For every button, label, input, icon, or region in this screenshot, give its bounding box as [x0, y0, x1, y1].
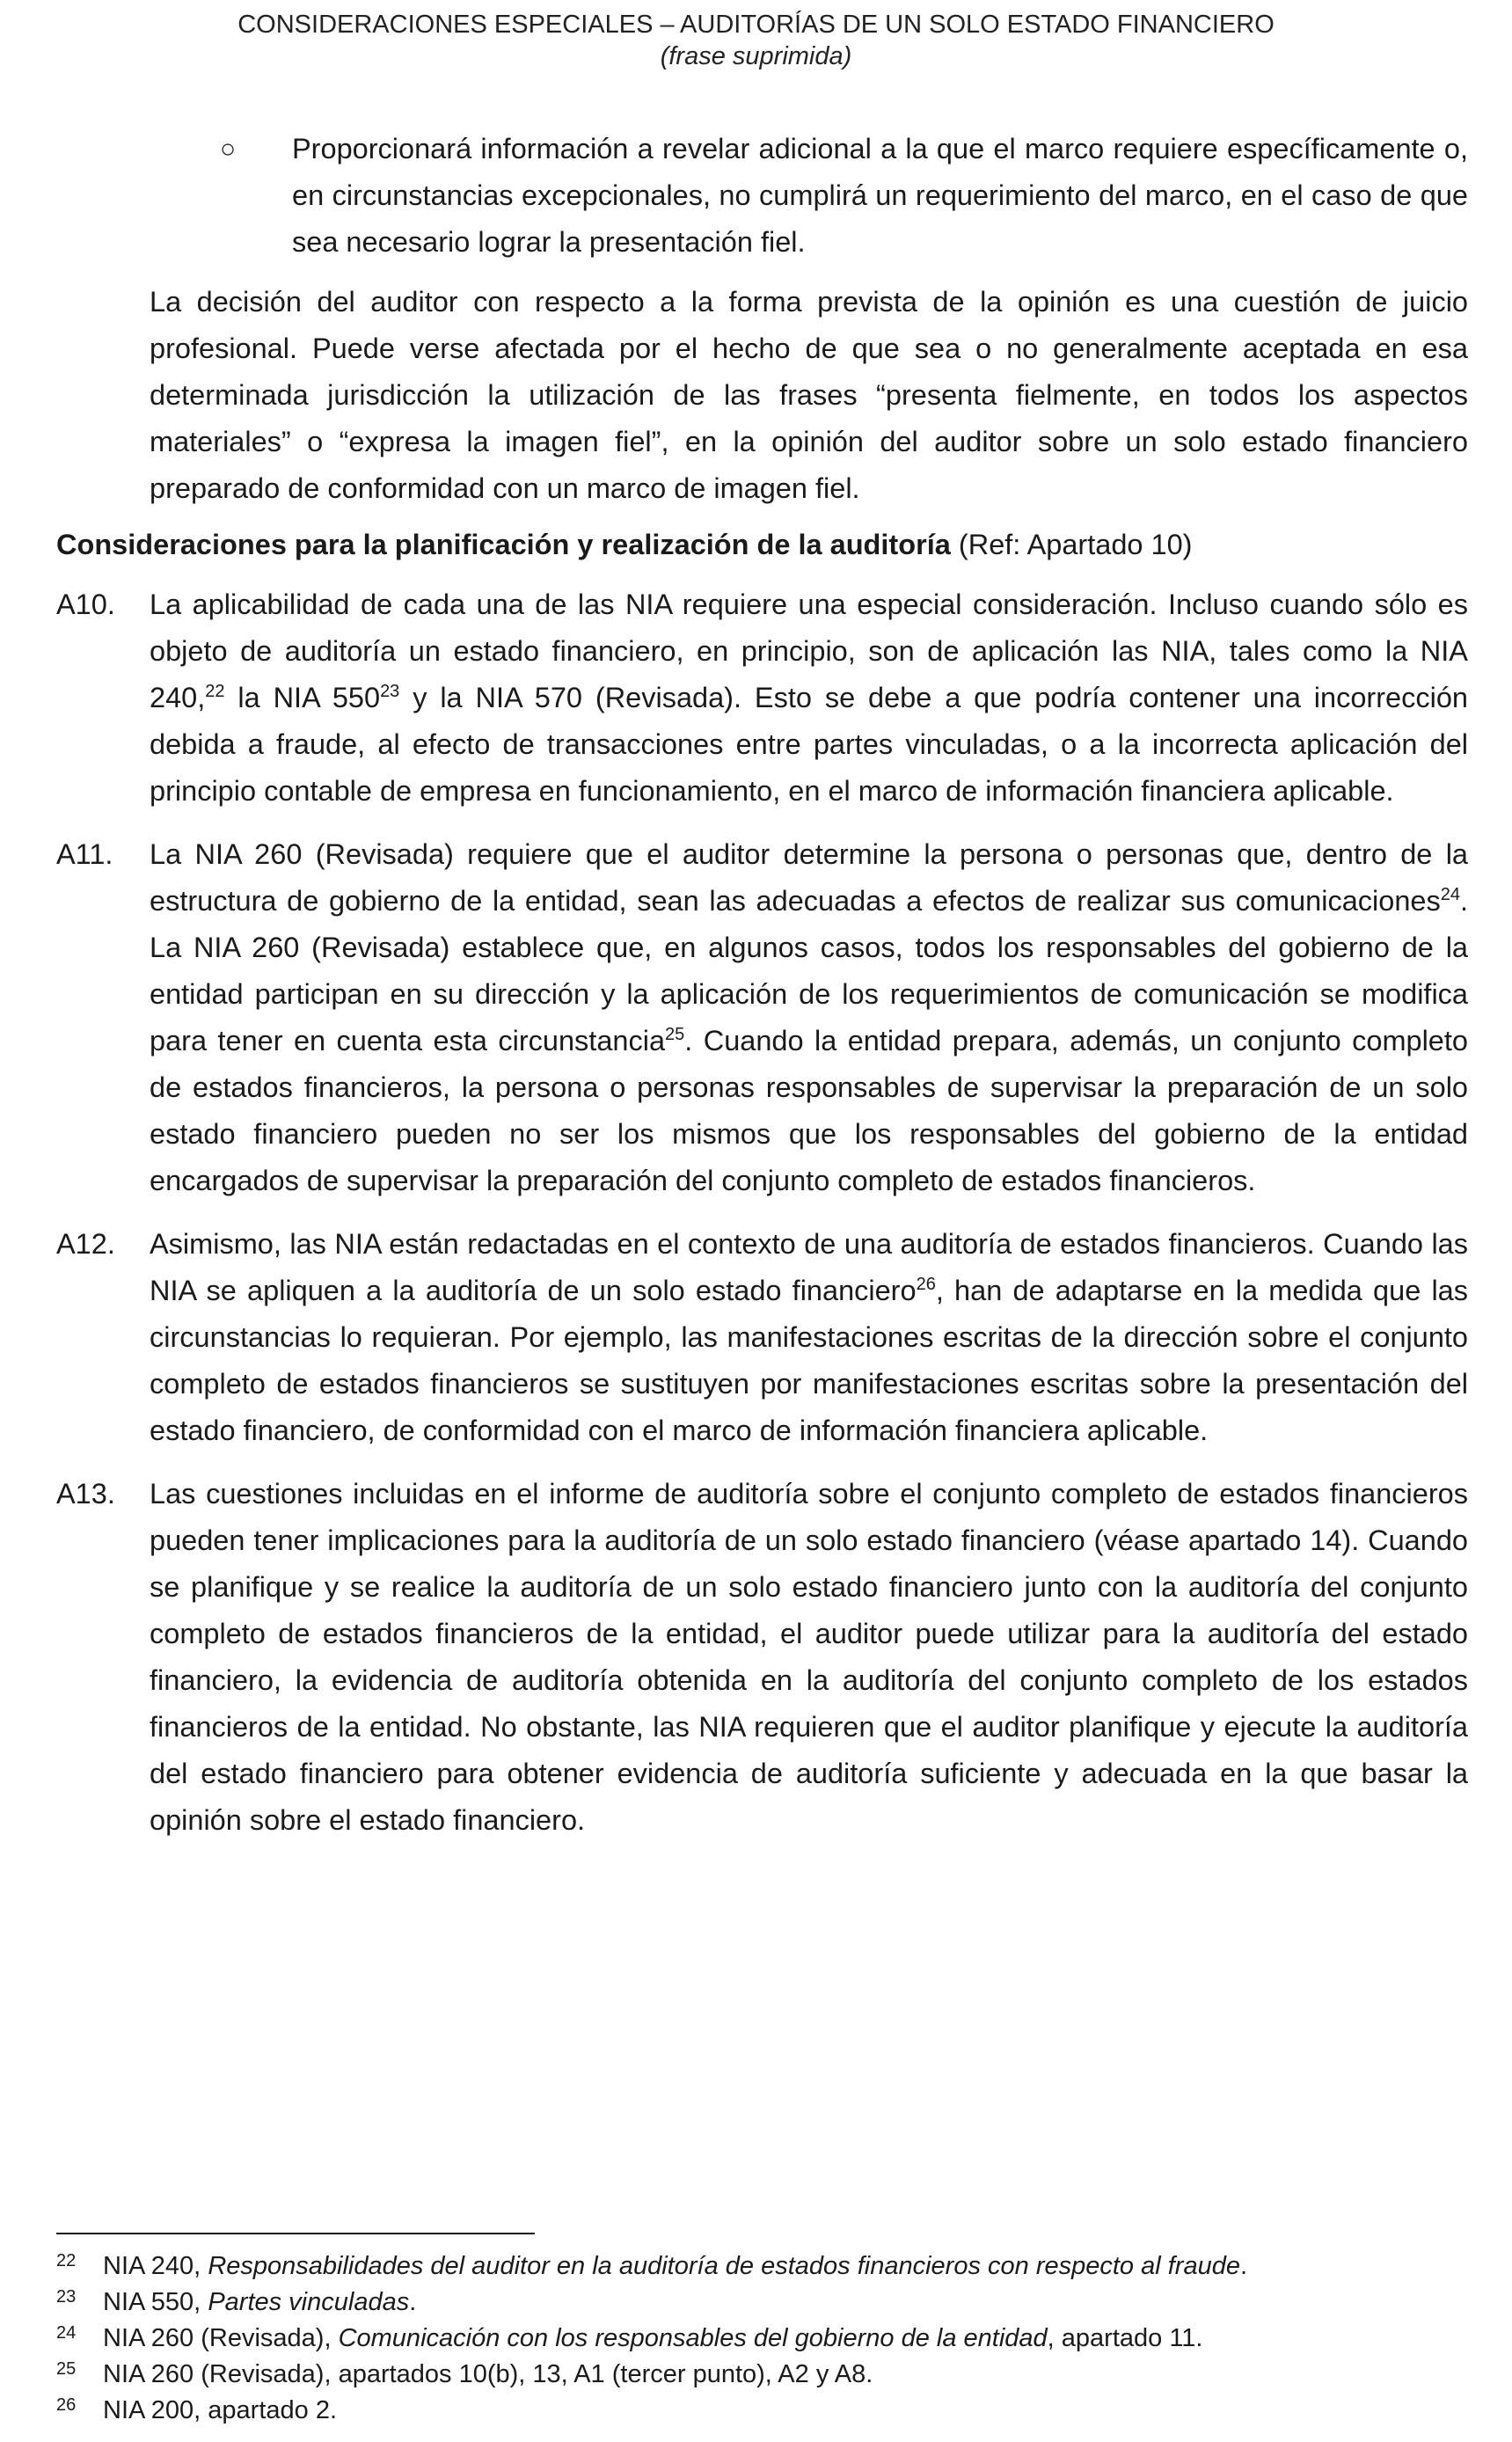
- footnote-title: Comunicación con los responsables del gobierno de la entidad: [338, 2324, 1048, 2352]
- footnote-title: Partes vinculadas: [208, 2288, 410, 2316]
- paragraph-text: Asimismo, las NIA están redactadas en el contexto de una auditoría de estados financieros. Cuando las NIA se apliquen a la auditoría de un solo estado financiero: [150, 1228, 1468, 1306]
- footnote-ref-22[interactable]: 22: [205, 682, 225, 702]
- paragraph-a13: [56, 1471, 1468, 1844]
- footnote-number: 24: [56, 2323, 77, 2343]
- footnote-text: NIA 260 (Revisada), apartados 10(b), 13, A1 (tercer punto), A2 y A8.: [103, 2360, 873, 2388]
- section-heading-ref: (Ref: Apartado 10): [950, 529, 1193, 560]
- footnote-ref-25[interactable]: 25: [665, 1025, 685, 1045]
- paragraph-text: . Cuando la entidad prepara, además, un conjunto completo de estados financieros, la persona o personas responsables de supervisar la preparación de un solo estado financiero pueden no ser los mismos que los responsables del gobierno de la entidad encargados de supervisar la preparación del conjunto completo de estados financieros.: [150, 1025, 1468, 1196]
- footnote-ref-26[interactable]: 26: [916, 1275, 936, 1295]
- bullet-item: [56, 126, 1468, 266]
- footnote-text: NIA 550,: [103, 2288, 208, 2316]
- footnote-title: Responsabilidades del auditor en la auditoría de estados financieros con respecto al fraude: [208, 2252, 1240, 2280]
- paragraph-text: . La NIA 260 (Revisada) establece que, en algunos casos, todos los responsables del gobierno de la entidad participan en su dirección y la aplicación de los requerimientos de comunicación se modifica para tener en cuenta esta circunstancia: [150, 885, 1468, 1056]
- footnote-ref-24[interactable]: 24: [1440, 885, 1460, 905]
- paragraph-text: La NIA 260 (Revisada) requiere que el auditor determine la persona o personas que, dentro de la estructura de gobierno de la entidad, sean las adecuadas a efectos de realizar sus comunicaciones: [150, 838, 1468, 917]
- footnote-text: .: [1239, 2252, 1248, 2280]
- footnote-number: 25: [56, 2359, 77, 2379]
- paragraph-a11: [56, 831, 1468, 1204]
- document-body: [56, 126, 1468, 1861]
- paragraph-professional-judgement: La decisión del auditor con respecto a la forma prevista de la opinión es una cuestión de juicio profesional. Puede verse afectada por el hecho de que sea o no generalmente aceptada en esa determinada jurisdicción la utilización de las frases “presenta fielmente, en todos los aspectos materiales” o “expresa la imagen fiel”, en la opinión del auditor sobre un solo estado financiero preparado de conformidad con un marco de imagen fiel.: [150, 286, 1468, 504]
- paragraph-number: A12.: [56, 1228, 115, 1260]
- paragraph-text: , han de adaptarse en la medida que las circunstancias lo requieran. Por ejemplo, las manifestaciones escritas de la dirección sobre el conjunto completo de estados financieros se sustituyen por manifestaciones escritas sobre la presentación del estado financiero, de conformidad con el marco de información financiera aplicable.: [150, 1275, 1468, 1446]
- footnote-number: 26: [56, 2395, 77, 2415]
- header-title: CONSIDERACIONES ESPECIALES – AUDITORÍAS DE UN SOLO ESTADO FINANCIERO: [237, 11, 1275, 39]
- paragraph-number: A11.: [56, 838, 113, 870]
- paragraph-text: y la NIA 570 (Revisada). Esto se debe a que podría contener una incorrección debida a fraude, al efecto de transacciones entre partes vinculadas, o a la incorrecta aplicación del principio contable de empresa en funcionamiento, en el marco de información financiera aplicable.: [150, 682, 1468, 807]
- paragraph-a12: [56, 1221, 1468, 1454]
- section-heading-title: Consideraciones para la planificación y realización de la auditoría: [56, 529, 951, 560]
- paragraph-text: La aplicabilidad de cada una de las NIA requiere una especial consideración. Incluso cuando sólo es objeto de auditoría un estado financiero, en principio, son de aplicación las NIA, tales como la NIA 240,: [150, 589, 1468, 713]
- footnote-text: .: [409, 2288, 417, 2316]
- footnote-text: NIA 200, apartado 2.: [103, 2396, 338, 2424]
- footnote-24: [56, 2321, 1468, 2357]
- header-subtitle: (frase suprimida): [660, 42, 852, 70]
- footnote-23: [56, 2285, 1468, 2321]
- paragraph-text: Las cuestiones incluidas en el informe de auditoría sobre el conjunto completo de estados financieros pueden tener implicaciones para la auditoría de un solo estado financiero (véase apartado 14). Cuando se planifique y se realice la auditoría de un solo estado financiero junto con la auditoría del conjunto completo de estados financieros de la entidad, el auditor puede utilizar para la auditoría del estado financiero, la evidencia de auditoría obtenida en la auditoría del conjunto completo de los estados financieros de la entidad. No obstante, las NIA requieren que el auditor planifique y ejecute la auditoría del estado financiero para obtener evidencia de auditoría suficiente y adecuada en la que basar la opinión sobre el estado financiero.: [150, 1478, 1468, 1836]
- footnote-22: [56, 2248, 1468, 2285]
- footnote-ref-23[interactable]: 23: [380, 682, 400, 702]
- footnote-separator: [56, 2233, 535, 2234]
- footnote-number: 22: [56, 2251, 77, 2270]
- footnote-text: NIA 260 (Revisada),: [103, 2324, 339, 2352]
- footnote-text: NIA 240,: [103, 2252, 208, 2280]
- footnote-25: [56, 2357, 1468, 2393]
- footnote-text: , apartado 11.: [1047, 2324, 1203, 2352]
- footnotes: [56, 2248, 1468, 2429]
- page-header: [0, 9, 1512, 72]
- paragraph-number: A13.: [56, 1478, 115, 1510]
- hollow-circle-bullet-icon: ○: [220, 135, 237, 164]
- bullet-text: Proporcionará información a revelar adicional a la que el marco requiere específicamente o, en circunstancias excepcionales, no cumplirá un requerimiento del marco, en el caso de que sea necesario lograr la presentación fiel.: [292, 133, 1468, 258]
- footnote-number: 23: [56, 2287, 77, 2307]
- paragraph-number: A10.: [56, 589, 115, 620]
- paragraph-text: la NIA 550: [224, 682, 381, 713]
- paragraph-a10: [56, 581, 1468, 815]
- footnote-26: [56, 2393, 1468, 2429]
- section-heading: [56, 522, 1468, 568]
